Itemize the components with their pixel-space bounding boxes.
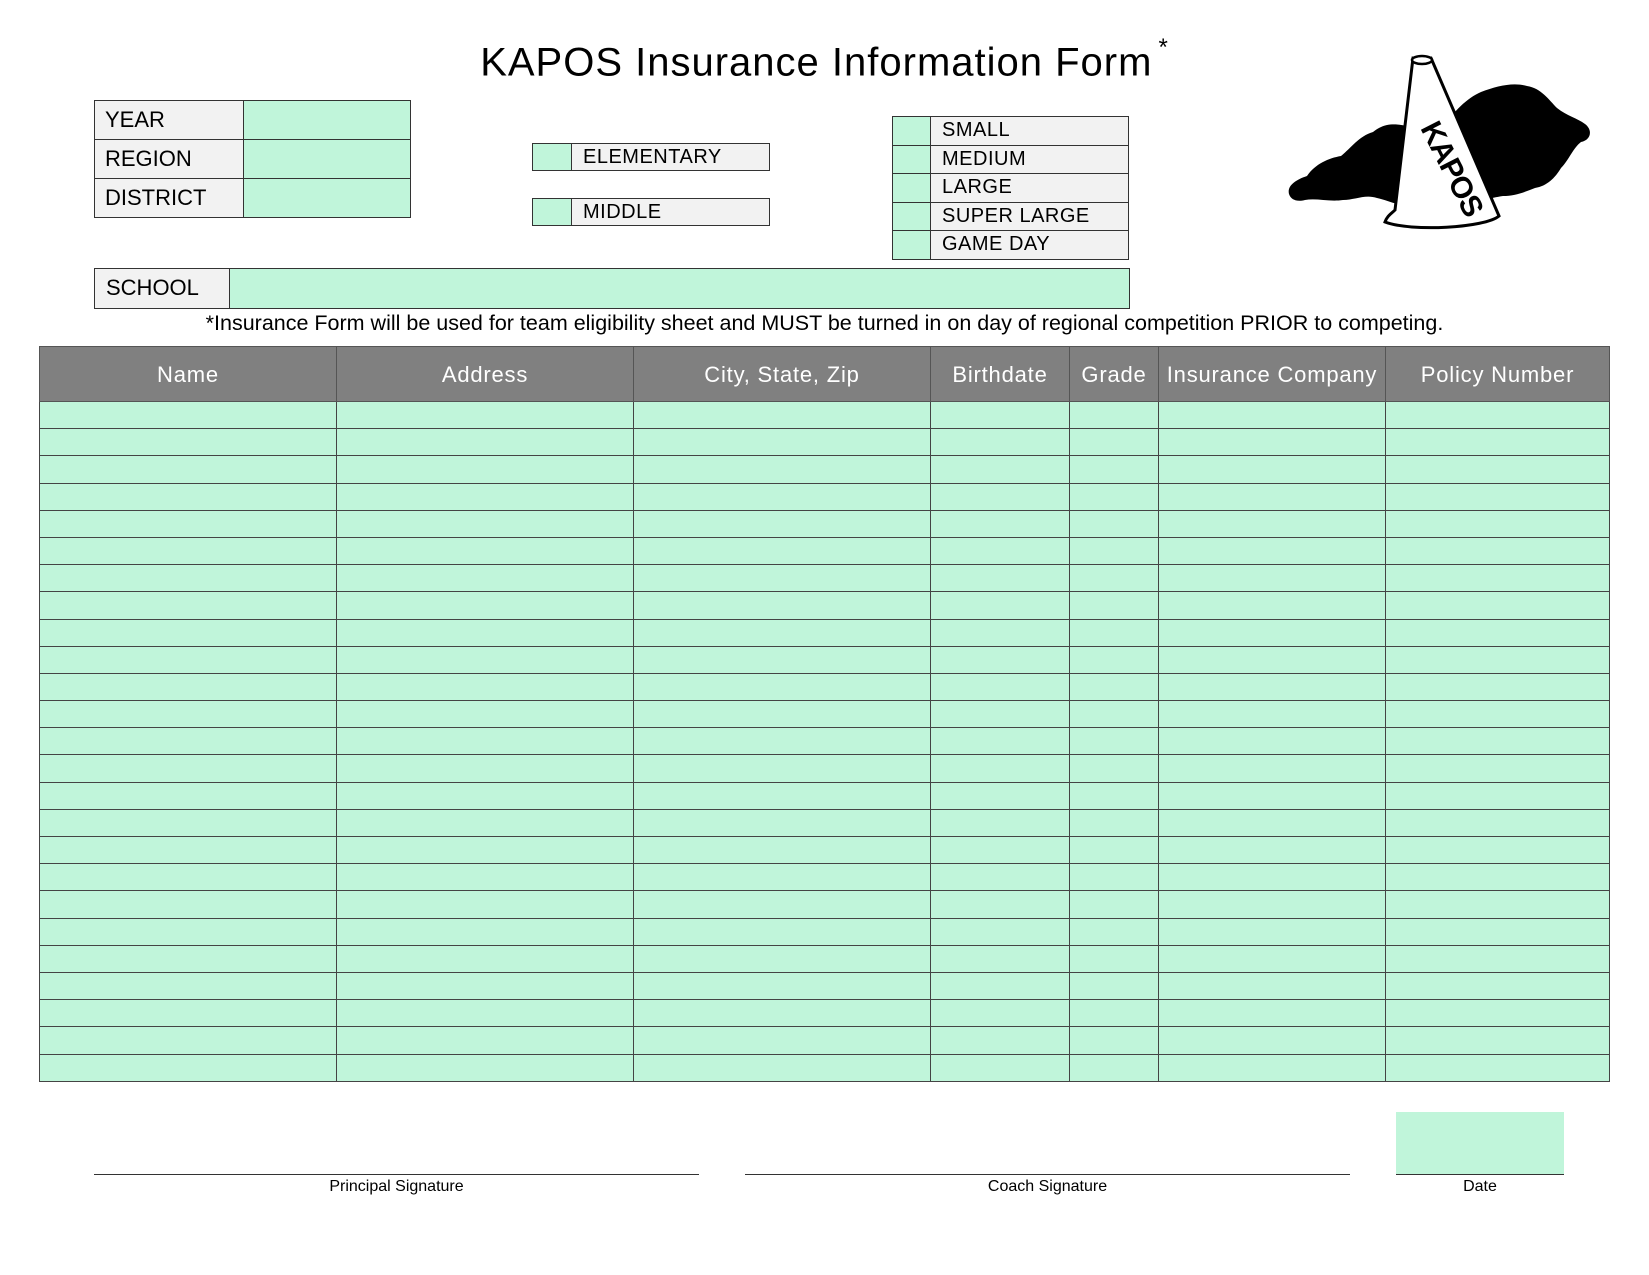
- team-size-list: [892, 116, 1129, 260]
- cell-city-state-zip[interactable]: [634, 972, 931, 999]
- cell-city-state-zip[interactable]: [634, 782, 931, 809]
- small-checkbox[interactable]: [893, 117, 931, 145]
- cell-name[interactable]: [40, 1054, 337, 1081]
- table-row: [40, 646, 1610, 673]
- cell-address[interactable]: [337, 402, 634, 429]
- cell-name[interactable]: [40, 837, 337, 864]
- cell-policy-number[interactable]: [1386, 619, 1610, 646]
- cell-policy-number[interactable]: [1386, 537, 1610, 564]
- kapos-logo: [1285, 52, 1595, 237]
- date-label: Date: [1463, 1178, 1497, 1195]
- large-checkbox[interactable]: [893, 174, 931, 202]
- cell-name[interactable]: [40, 945, 337, 972]
- cell-insurance-company[interactable]: [1159, 483, 1386, 510]
- cell-birthdate[interactable]: [931, 402, 1070, 429]
- cell-grade[interactable]: [1070, 809, 1159, 836]
- cell-birthdate[interactable]: [931, 565, 1070, 592]
- cell-city-state-zip[interactable]: [634, 429, 931, 456]
- cell-grade[interactable]: [1070, 728, 1159, 755]
- cell-grade[interactable]: [1070, 837, 1159, 864]
- size-option-game-day: [893, 231, 1128, 259]
- large-label: LARGE: [931, 174, 1128, 202]
- cell-insurance-company[interactable]: [1159, 673, 1386, 700]
- cell-name[interactable]: [40, 483, 337, 510]
- table-row: [40, 456, 1610, 483]
- table-row: [40, 429, 1610, 456]
- table-row: [40, 537, 1610, 564]
- cell-address[interactable]: [337, 510, 634, 537]
- cell-policy-number[interactable]: [1386, 809, 1610, 836]
- table-row: [40, 1000, 1610, 1027]
- cell-insurance-company[interactable]: [1159, 864, 1386, 891]
- cell-city-state-zip[interactable]: [634, 619, 931, 646]
- cell-name[interactable]: [40, 918, 337, 945]
- cell-city-state-zip[interactable]: [634, 864, 931, 891]
- cell-name[interactable]: [40, 1000, 337, 1027]
- cell-insurance-company[interactable]: [1159, 1000, 1386, 1027]
- small-label: SMALL: [931, 117, 1128, 145]
- cell-grade[interactable]: [1070, 1054, 1159, 1081]
- cell-name[interactable]: [40, 891, 337, 918]
- cell-policy-number[interactable]: [1386, 429, 1610, 456]
- cell-insurance-company[interactable]: [1159, 701, 1386, 728]
- table-row: [40, 1054, 1610, 1081]
- eligibility-note: *Insurance Form will be used for team eligibility sheet and MUST be turned in on day of regional competition PRIOR to competing.: [205, 311, 1444, 335]
- cell-name[interactable]: [40, 782, 337, 809]
- cell-grade[interactable]: [1070, 537, 1159, 564]
- cell-policy-number[interactable]: [1386, 592, 1610, 619]
- table-row: [40, 1027, 1610, 1054]
- table-row: [40, 755, 1610, 782]
- roster-body: [40, 402, 1610, 1082]
- column-header-grade: Grade: [1070, 347, 1159, 402]
- cell-city-state-zip[interactable]: [634, 728, 931, 755]
- cell-policy-number[interactable]: [1386, 728, 1610, 755]
- cell-name[interactable]: [40, 429, 337, 456]
- table-row: [40, 402, 1610, 429]
- cell-grade[interactable]: [1070, 592, 1159, 619]
- cell-policy-number[interactable]: [1386, 864, 1610, 891]
- table-row: [40, 565, 1610, 592]
- cell-grade[interactable]: [1070, 701, 1159, 728]
- cell-policy-number[interactable]: [1386, 782, 1610, 809]
- cell-birthdate[interactable]: [931, 483, 1070, 510]
- cell-city-state-zip[interactable]: [634, 456, 931, 483]
- school-label: SCHOOL: [95, 269, 230, 308]
- cell-birthdate[interactable]: [931, 646, 1070, 673]
- cell-policy-number[interactable]: [1386, 701, 1610, 728]
- column-header-insurance-company: Insurance Company: [1159, 347, 1386, 402]
- cell-address[interactable]: [337, 646, 634, 673]
- cell-grade[interactable]: [1070, 782, 1159, 809]
- cell-insurance-company[interactable]: [1159, 837, 1386, 864]
- cell-name[interactable]: [40, 755, 337, 782]
- cell-birthdate[interactable]: [931, 1000, 1070, 1027]
- cell-birthdate[interactable]: [931, 456, 1070, 483]
- table-row: [40, 483, 1610, 510]
- cell-address[interactable]: [337, 755, 634, 782]
- game-day-label: GAME DAY: [931, 231, 1128, 259]
- cell-name[interactable]: [40, 619, 337, 646]
- middle-label: MIDDLE: [572, 199, 769, 225]
- cell-name[interactable]: [40, 402, 337, 429]
- cell-policy-number[interactable]: [1386, 673, 1610, 700]
- cell-birthdate[interactable]: [931, 864, 1070, 891]
- cell-city-state-zip[interactable]: [634, 701, 931, 728]
- title-asterisk: *: [1158, 34, 1169, 61]
- cell-address[interactable]: [337, 864, 634, 891]
- level-option-elementary: [532, 143, 770, 171]
- cell-city-state-zip[interactable]: [634, 1054, 931, 1081]
- cell-name[interactable]: [40, 972, 337, 999]
- cell-address[interactable]: [337, 782, 634, 809]
- title-text: KAPOS Insurance Information Form: [480, 40, 1153, 85]
- cell-address[interactable]: [337, 809, 634, 836]
- cell-grade[interactable]: [1070, 1000, 1159, 1027]
- cell-city-state-zip[interactable]: [634, 565, 931, 592]
- cell-insurance-company[interactable]: [1159, 972, 1386, 999]
- school-box: [94, 268, 1130, 309]
- cell-address[interactable]: [337, 945, 634, 972]
- cell-name[interactable]: [40, 728, 337, 755]
- cell-name[interactable]: [40, 592, 337, 619]
- cell-insurance-company[interactable]: [1159, 456, 1386, 483]
- cell-grade[interactable]: [1070, 565, 1159, 592]
- cell-birthdate[interactable]: [931, 537, 1070, 564]
- cell-policy-number[interactable]: [1386, 945, 1610, 972]
- cell-name[interactable]: [40, 701, 337, 728]
- cell-grade[interactable]: [1070, 864, 1159, 891]
- cell-city-state-zip[interactable]: [634, 809, 931, 836]
- year-label: YEAR: [95, 101, 244, 140]
- table-row: [40, 782, 1610, 809]
- table-row: [40, 945, 1610, 972]
- year-region-district-box: [94, 100, 411, 218]
- cell-birthdate[interactable]: [931, 918, 1070, 945]
- cell-policy-number[interactable]: [1386, 755, 1610, 782]
- cell-name[interactable]: [40, 864, 337, 891]
- district-field[interactable]: [244, 179, 411, 218]
- cell-policy-number[interactable]: [1386, 402, 1610, 429]
- cell-address[interactable]: [337, 837, 634, 864]
- table-row: [40, 809, 1610, 836]
- cell-birthdate[interactable]: [931, 510, 1070, 537]
- table-row: [40, 918, 1610, 945]
- elementary-checkbox[interactable]: [533, 144, 572, 170]
- table-row: [40, 619, 1610, 646]
- cell-name[interactable]: [40, 673, 337, 700]
- district-label: DISTRICT: [95, 179, 244, 218]
- principal-signature-line[interactable]: [94, 1174, 699, 1175]
- cell-address[interactable]: [337, 728, 634, 755]
- cell-address[interactable]: [337, 565, 634, 592]
- cell-insurance-company[interactable]: [1159, 891, 1386, 918]
- region-field[interactable]: [244, 140, 411, 179]
- cell-name[interactable]: [40, 456, 337, 483]
- cell-birthdate[interactable]: [931, 619, 1070, 646]
- cell-city-state-zip[interactable]: [634, 918, 931, 945]
- column-header-city-state-zip: City, State, Zip: [634, 347, 931, 402]
- cell-grade[interactable]: [1070, 1027, 1159, 1054]
- cell-policy-number[interactable]: [1386, 837, 1610, 864]
- cell-name[interactable]: [40, 565, 337, 592]
- cell-birthdate[interactable]: [931, 701, 1070, 728]
- cell-insurance-company[interactable]: [1159, 646, 1386, 673]
- cell-policy-number[interactable]: [1386, 918, 1610, 945]
- year-field[interactable]: [244, 101, 411, 140]
- column-header-birthdate: Birthdate: [931, 347, 1070, 402]
- cell-name[interactable]: [40, 809, 337, 836]
- cell-address[interactable]: [337, 592, 634, 619]
- cell-birthdate[interactable]: [931, 673, 1070, 700]
- table-row: [40, 701, 1610, 728]
- cell-policy-number[interactable]: [1386, 972, 1610, 999]
- cell-insurance-company[interactable]: [1159, 945, 1386, 972]
- school-field[interactable]: [230, 269, 1129, 308]
- middle-checkbox[interactable]: [533, 199, 572, 225]
- cell-policy-number[interactable]: [1386, 456, 1610, 483]
- cell-birthdate[interactable]: [931, 1027, 1070, 1054]
- cell-name[interactable]: [40, 537, 337, 564]
- coach-signature-label: Coach Signature: [987, 1178, 1108, 1195]
- level-option-middle: [532, 198, 770, 226]
- column-header-address: Address: [337, 347, 634, 402]
- cell-birthdate[interactable]: [931, 728, 1070, 755]
- cell-city-state-zip[interactable]: [634, 646, 931, 673]
- cell-address[interactable]: [337, 483, 634, 510]
- cell-grade[interactable]: [1070, 918, 1159, 945]
- cell-city-state-zip[interactable]: [634, 592, 931, 619]
- cell-city-state-zip[interactable]: [634, 891, 931, 918]
- cell-address[interactable]: [337, 456, 634, 483]
- table-row: [40, 728, 1610, 755]
- cell-insurance-company[interactable]: [1159, 809, 1386, 836]
- cell-birthdate[interactable]: [931, 809, 1070, 836]
- cell-insurance-company[interactable]: [1159, 619, 1386, 646]
- cell-grade[interactable]: [1070, 510, 1159, 537]
- cell-policy-number[interactable]: [1386, 565, 1610, 592]
- cell-name[interactable]: [40, 646, 337, 673]
- cell-insurance-company[interactable]: [1159, 537, 1386, 564]
- cell-grade[interactable]: [1070, 891, 1159, 918]
- cell-policy-number[interactable]: [1386, 646, 1610, 673]
- cell-birthdate[interactable]: [931, 837, 1070, 864]
- column-header-policy-number: Policy Number: [1386, 347, 1610, 402]
- cell-insurance-company[interactable]: [1159, 565, 1386, 592]
- region-label: REGION: [95, 140, 244, 179]
- cell-insurance-company[interactable]: [1159, 728, 1386, 755]
- cell-birthdate[interactable]: [931, 972, 1070, 999]
- cell-address[interactable]: [337, 1054, 634, 1081]
- cell-city-state-zip[interactable]: [634, 945, 931, 972]
- size-option-large: [893, 174, 1128, 203]
- cell-address[interactable]: [337, 1000, 634, 1027]
- table-row: [40, 592, 1610, 619]
- elementary-label: ELEMENTARY: [572, 144, 769, 170]
- cell-city-state-zip[interactable]: [634, 1027, 931, 1054]
- cell-city-state-zip[interactable]: [634, 483, 931, 510]
- cell-city-state-zip[interactable]: [634, 402, 931, 429]
- cell-birthdate[interactable]: [931, 782, 1070, 809]
- table-row: [40, 673, 1610, 700]
- super-large-label: SUPER LARGE: [931, 203, 1128, 231]
- size-option-super-large: [893, 203, 1128, 232]
- cell-insurance-company[interactable]: [1159, 510, 1386, 537]
- cell-grade[interactable]: [1070, 945, 1159, 972]
- size-option-small: [893, 117, 1128, 146]
- size-option-medium: [893, 146, 1128, 175]
- cell-grade[interactable]: [1070, 429, 1159, 456]
- cell-insurance-company[interactable]: [1159, 782, 1386, 809]
- principal-signature-label: Principal Signature: [329, 1178, 464, 1195]
- roster-table: [39, 346, 1610, 1082]
- cell-grade[interactable]: [1070, 673, 1159, 700]
- table-row: [40, 972, 1610, 999]
- cell-grade[interactable]: [1070, 619, 1159, 646]
- table-row: [40, 510, 1610, 537]
- cell-policy-number[interactable]: [1386, 1000, 1610, 1027]
- cell-address[interactable]: [337, 429, 634, 456]
- cell-policy-number[interactable]: [1386, 1054, 1610, 1081]
- cell-grade[interactable]: [1070, 646, 1159, 673]
- cell-grade[interactable]: [1070, 483, 1159, 510]
- cell-address[interactable]: [337, 1027, 634, 1054]
- cell-insurance-company[interactable]: [1159, 1054, 1386, 1081]
- cell-birthdate[interactable]: [931, 429, 1070, 456]
- cell-insurance-company[interactable]: [1159, 429, 1386, 456]
- cell-insurance-company[interactable]: [1159, 918, 1386, 945]
- cell-city-state-zip[interactable]: [634, 837, 931, 864]
- cell-city-state-zip[interactable]: [634, 755, 931, 782]
- cell-birthdate[interactable]: [931, 592, 1070, 619]
- medium-checkbox[interactable]: [893, 146, 931, 174]
- cell-policy-number[interactable]: [1386, 510, 1610, 537]
- cell-address[interactable]: [337, 537, 634, 564]
- cell-birthdate[interactable]: [931, 1054, 1070, 1081]
- cell-insurance-company[interactable]: [1159, 592, 1386, 619]
- cell-birthdate[interactable]: [931, 755, 1070, 782]
- cell-city-state-zip[interactable]: [634, 537, 931, 564]
- cell-address[interactable]: [337, 673, 634, 700]
- cell-policy-number[interactable]: [1386, 1027, 1610, 1054]
- cell-address[interactable]: [337, 891, 634, 918]
- cell-policy-number[interactable]: [1386, 891, 1610, 918]
- cell-insurance-company[interactable]: [1159, 402, 1386, 429]
- cell-grade[interactable]: [1070, 755, 1159, 782]
- date-line: [1396, 1174, 1564, 1175]
- cell-address[interactable]: [337, 972, 634, 999]
- table-row: [40, 837, 1610, 864]
- cell-city-state-zip[interactable]: [634, 673, 931, 700]
- cell-birthdate[interactable]: [931, 945, 1070, 972]
- table-row: [40, 864, 1610, 891]
- cell-grade[interactable]: [1070, 456, 1159, 483]
- table-row: [40, 891, 1610, 918]
- roster-header-row: [40, 347, 1610, 402]
- cell-insurance-company[interactable]: [1159, 1027, 1386, 1054]
- cell-insurance-company[interactable]: [1159, 755, 1386, 782]
- cell-birthdate[interactable]: [931, 891, 1070, 918]
- cell-address[interactable]: [337, 619, 634, 646]
- cell-address[interactable]: [337, 701, 634, 728]
- coach-signature-line[interactable]: [745, 1174, 1350, 1175]
- column-header-name: Name: [40, 347, 337, 402]
- date-field[interactable]: [1396, 1112, 1564, 1174]
- logo-text: KAPOS: [1413, 116, 1490, 222]
- medium-label: MEDIUM: [931, 146, 1128, 174]
- cell-city-state-zip[interactable]: [634, 510, 931, 537]
- cell-address[interactable]: [337, 918, 634, 945]
- super-large-checkbox[interactable]: [893, 203, 931, 231]
- cell-city-state-zip[interactable]: [634, 1000, 931, 1027]
- cell-policy-number[interactable]: [1386, 483, 1610, 510]
- cell-grade[interactable]: [1070, 402, 1159, 429]
- cell-name[interactable]: [40, 1027, 337, 1054]
- cell-name[interactable]: [40, 510, 337, 537]
- game-day-checkbox[interactable]: [893, 231, 931, 259]
- cell-grade[interactable]: [1070, 972, 1159, 999]
